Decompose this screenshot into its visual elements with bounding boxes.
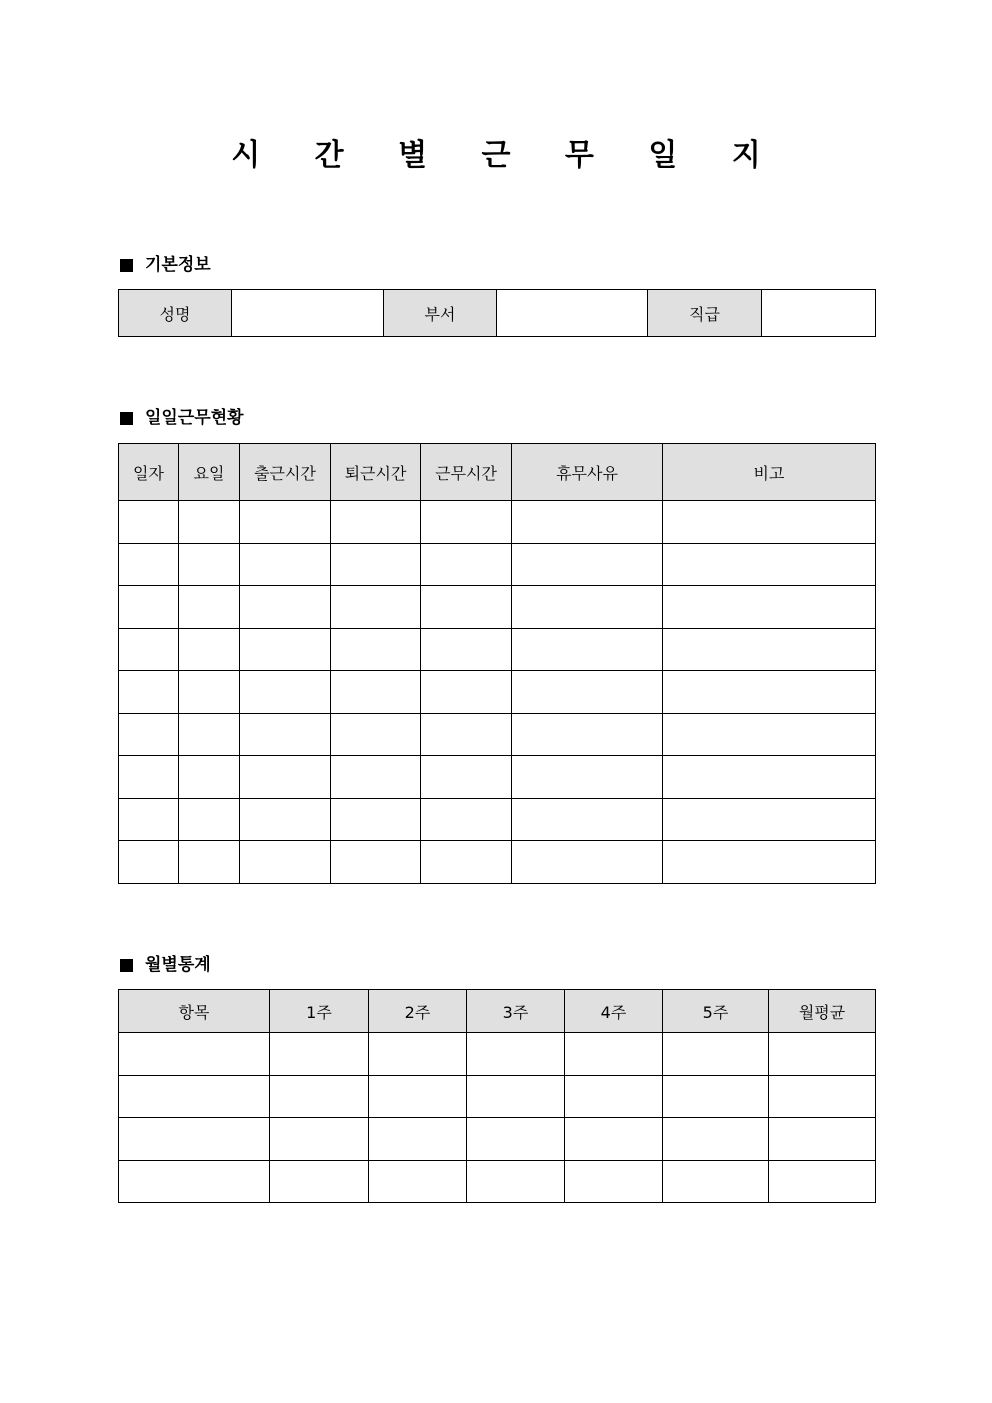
table-cell[interactable] [119, 671, 179, 714]
table-cell[interactable] [663, 1118, 769, 1161]
table-row [119, 1033, 876, 1076]
table-cell[interactable] [467, 1075, 565, 1118]
table-cell[interactable] [179, 543, 240, 586]
table-cell[interactable] [240, 586, 331, 629]
table-cell[interactable] [240, 713, 331, 756]
table-cell[interactable] [421, 756, 512, 799]
table-cell[interactable] [119, 501, 179, 544]
table-cell[interactable] [663, 756, 876, 799]
table-cell[interactable] [421, 543, 512, 586]
table-cell[interactable] [119, 628, 179, 671]
table-cell[interactable] [179, 798, 240, 841]
table-cell[interactable] [512, 798, 663, 841]
table-cell[interactable] [565, 1160, 663, 1203]
department-label: 부서 [384, 290, 497, 337]
table-cell[interactable] [421, 713, 512, 756]
basic-info-heading-text: 기본정보 [145, 255, 211, 275]
monthly-stats-table [118, 989, 876, 1203]
table-cell[interactable] [240, 841, 331, 884]
table-cell[interactable] [512, 586, 663, 629]
table-cell[interactable] [119, 1160, 270, 1203]
column-header-week-3: 3주 [467, 990, 565, 1033]
table-cell[interactable] [663, 1033, 769, 1076]
column-header-item: 항목 [119, 990, 270, 1033]
column-header-remarks: 비고 [663, 444, 876, 501]
position-field[interactable] [762, 290, 876, 337]
table-cell[interactable] [512, 501, 663, 544]
column-header-week-1: 1주 [270, 990, 369, 1033]
table-cell[interactable] [663, 586, 876, 629]
table-cell[interactable] [369, 1160, 467, 1203]
square-bullet-icon [120, 259, 133, 272]
column-header-monthly-average: 월평균 [769, 990, 876, 1033]
table-cell[interactable] [769, 1033, 876, 1076]
table-cell[interactable] [331, 628, 421, 671]
department-field[interactable] [497, 290, 648, 337]
table-cell[interactable] [331, 713, 421, 756]
basic-info-heading [120, 253, 211, 277]
table-cell[interactable] [270, 1033, 369, 1076]
column-header-week-4: 4주 [565, 990, 663, 1033]
table-cell[interactable] [179, 586, 240, 629]
column-header-work-hours: 근무시간 [421, 444, 512, 501]
table-row [119, 798, 876, 841]
table-row [119, 1160, 876, 1203]
column-header-clock-out: 퇴근시간 [331, 444, 421, 501]
table-cell[interactable] [331, 756, 421, 799]
table-cell[interactable] [119, 798, 179, 841]
table-cell[interactable] [119, 1033, 270, 1076]
table-cell[interactable] [331, 586, 421, 629]
table-row [119, 671, 876, 714]
table-cell[interactable] [119, 1075, 270, 1118]
table-cell[interactable] [331, 671, 421, 714]
table-cell[interactable] [512, 543, 663, 586]
table-cell[interactable] [421, 671, 512, 714]
table-row [119, 713, 876, 756]
daily-status-heading [120, 406, 244, 430]
daily-status-heading-text: 일일근무현황 [145, 408, 244, 428]
table-cell[interactable] [270, 1118, 369, 1161]
square-bullet-icon [120, 412, 133, 425]
table-cell[interactable] [769, 1160, 876, 1203]
table-cell[interactable] [179, 501, 240, 544]
table-cell[interactable] [270, 1160, 369, 1203]
basic-info-table [118, 289, 876, 337]
table-cell[interactable] [240, 756, 331, 799]
table-row [119, 290, 876, 337]
table-cell[interactable] [240, 543, 331, 586]
table-cell[interactable] [331, 543, 421, 586]
table-cell[interactable] [331, 501, 421, 544]
column-header-date: 일자 [119, 444, 179, 501]
table-cell[interactable] [663, 501, 876, 544]
table-cell[interactable] [663, 628, 876, 671]
column-header-leave-reason: 휴무사유 [512, 444, 663, 501]
table-cell[interactable] [512, 713, 663, 756]
table-cell[interactable] [179, 628, 240, 671]
daily-status-table [118, 443, 876, 884]
table-cell[interactable] [119, 586, 179, 629]
table-cell[interactable] [467, 1033, 565, 1076]
table-row [119, 543, 876, 586]
table-cell[interactable] [119, 756, 179, 799]
table-row [119, 1118, 876, 1161]
table-cell[interactable] [663, 671, 876, 714]
table-cell[interactable] [179, 713, 240, 756]
table-cell[interactable] [565, 1033, 663, 1076]
table-cell[interactable] [331, 841, 421, 884]
table-header-row [119, 444, 876, 501]
table-cell[interactable] [421, 628, 512, 671]
table-cell[interactable] [240, 501, 331, 544]
name-label: 성명 [119, 290, 232, 337]
table-cell[interactable] [663, 1075, 769, 1118]
table-cell[interactable] [240, 628, 331, 671]
column-header-week-2: 2주 [369, 990, 467, 1033]
table-cell[interactable] [119, 841, 179, 884]
table-cell[interactable] [119, 1118, 270, 1161]
column-header-weekday: 요일 [179, 444, 240, 501]
table-cell[interactable] [663, 1160, 769, 1203]
table-row [119, 1075, 876, 1118]
table-cell[interactable] [421, 586, 512, 629]
table-header-row [119, 990, 876, 1033]
monthly-stats-heading [120, 953, 211, 977]
table-row [119, 501, 876, 544]
table-cell[interactable] [421, 501, 512, 544]
table-cell[interactable] [179, 841, 240, 884]
table-cell[interactable] [421, 841, 512, 884]
table-cell[interactable] [467, 1118, 565, 1161]
table-cell[interactable] [331, 798, 421, 841]
table-cell[interactable] [369, 1075, 467, 1118]
table-cell[interactable] [179, 756, 240, 799]
table-cell[interactable] [663, 543, 876, 586]
table-cell[interactable] [369, 1033, 467, 1076]
table-cell[interactable] [119, 543, 179, 586]
table-cell[interactable] [240, 798, 331, 841]
square-bullet-icon [120, 959, 133, 972]
table-cell[interactable] [512, 841, 663, 884]
table-cell[interactable] [369, 1118, 467, 1161]
monthly-stats-heading-text: 월별통계 [145, 955, 211, 975]
column-header-week-5: 5주 [663, 990, 769, 1033]
table-cell[interactable] [663, 841, 876, 884]
table-cell[interactable] [512, 628, 663, 671]
table-row [119, 841, 876, 884]
table-cell[interactable] [270, 1075, 369, 1118]
page-title: 시 간 별 근 무 일 지 [231, 138, 783, 173]
name-field[interactable] [232, 290, 384, 337]
table-row [119, 586, 876, 629]
table-cell[interactable] [512, 671, 663, 714]
table-cell[interactable] [663, 713, 876, 756]
position-label: 직급 [648, 290, 762, 337]
table-cell[interactable] [512, 756, 663, 799]
table-row [119, 628, 876, 671]
column-header-clock-in: 출근시간 [240, 444, 331, 501]
table-row [119, 756, 876, 799]
table-cell[interactable] [769, 1118, 876, 1161]
table-cell[interactable] [565, 1118, 663, 1161]
table-cell[interactable] [663, 798, 876, 841]
table-cell[interactable] [119, 713, 179, 756]
table-cell[interactable] [179, 671, 240, 714]
monthly-stats-body [119, 1033, 876, 1203]
table-cell[interactable] [565, 1075, 663, 1118]
daily-status-body [119, 501, 876, 884]
table-cell[interactable] [467, 1160, 565, 1203]
table-cell[interactable] [769, 1075, 876, 1118]
table-cell[interactable] [240, 671, 331, 714]
table-cell[interactable] [421, 798, 512, 841]
